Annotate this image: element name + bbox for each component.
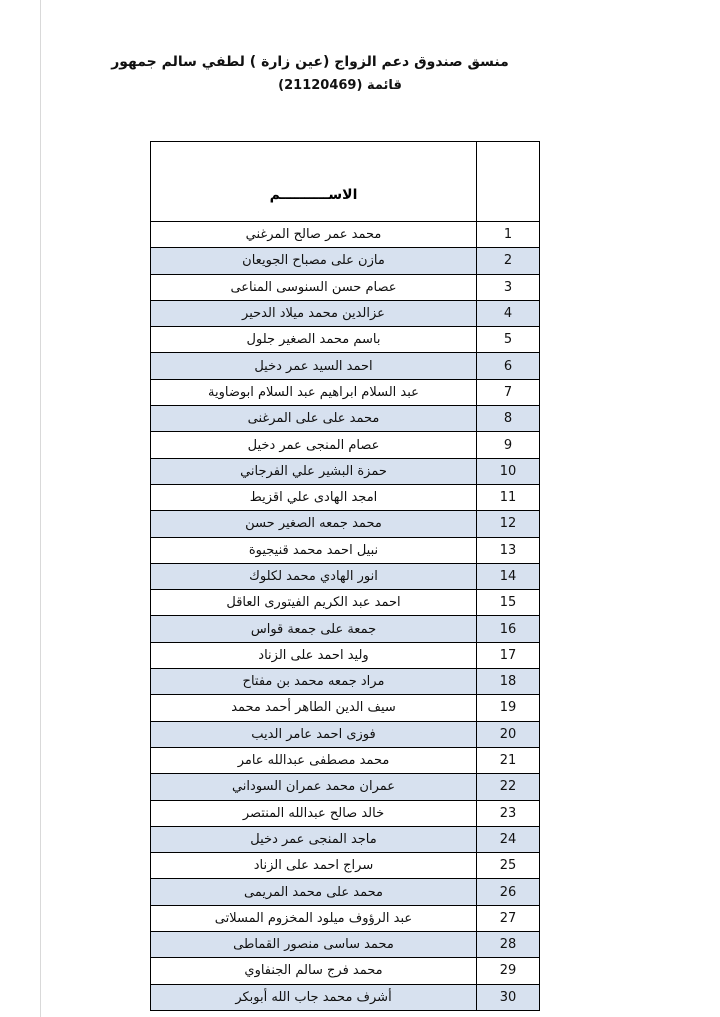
row-number: 29: [477, 958, 540, 984]
person-name: ماجد المنجى عمر دخيل: [151, 826, 477, 852]
row-number: 13: [477, 537, 540, 563]
row-number: 14: [477, 563, 540, 589]
table-row: [151, 984, 540, 1010]
person-name: محمد ساسى منصور القماطى: [151, 932, 477, 958]
header-title: منسق صندوق دعم الزواج (عين زارة ) لطفي سالم جمهور: [111, 54, 509, 70]
row-number: 16: [477, 616, 540, 642]
row-number: 3: [477, 274, 540, 300]
person-name: عزالدين محمد ميلاد الدحير: [151, 300, 477, 326]
person-name: عصام حسن السنوسى المناعى: [151, 274, 477, 300]
table-row: [151, 511, 540, 537]
person-name: احمد السيد عمر دخيل: [151, 353, 477, 379]
person-name: انور الهادي محمد لكلوك: [151, 563, 477, 589]
table-row: [151, 958, 540, 984]
row-number: 1: [477, 222, 540, 248]
person-name: مازن على مصباح الجويعان: [151, 248, 477, 274]
table-row: [151, 642, 540, 668]
row-number: 5: [477, 327, 540, 353]
person-name: محمد جمعه الصغير حسن: [151, 511, 477, 537]
row-number: 9: [477, 432, 540, 458]
page-edge-line: [40, 0, 41, 1017]
table-row: [151, 484, 540, 510]
row-number: 17: [477, 642, 540, 668]
row-number: 11: [477, 484, 540, 510]
table-row: [151, 274, 540, 300]
table-row: [151, 537, 540, 563]
person-name: عمران محمد عمران السوداني: [151, 774, 477, 800]
row-number: 6: [477, 353, 540, 379]
row-number: 30: [477, 984, 540, 1010]
row-number: 28: [477, 932, 540, 958]
table-row: [151, 853, 540, 879]
person-name: نبيل احمد محمد قنيجيوة: [151, 537, 477, 563]
person-name: سيف الدين الطاهر أحمد محمد: [151, 695, 477, 721]
table-row: [151, 800, 540, 826]
table-row: [151, 669, 540, 695]
table-row: [151, 432, 540, 458]
table-body: [151, 222, 540, 1011]
table-row: [151, 458, 540, 484]
person-name: عبد الرؤوف ميلود المخزوم المسلاتى: [151, 905, 477, 931]
person-name: محمد على محمد المريمى: [151, 879, 477, 905]
table-row: [151, 616, 540, 642]
row-number: 18: [477, 669, 540, 695]
row-number: 20: [477, 721, 540, 747]
row-number: 23: [477, 800, 540, 826]
table-row: [151, 695, 540, 721]
document-header: [0, 50, 720, 98]
row-number: 7: [477, 379, 540, 405]
person-name: وليد احمد على الزناد: [151, 642, 477, 668]
row-number: 25: [477, 853, 540, 879]
number-column-header: [477, 142, 540, 222]
person-name: محمد مصطفى عبدالله عامر: [151, 747, 477, 773]
person-name: عبد السلام ابراهيم عبد السلام ابوضاوية: [151, 379, 477, 405]
names-table: [150, 141, 540, 1011]
table-row: [151, 327, 540, 353]
person-name: احمد عبد الكريم الفيتورى العاقل: [151, 590, 477, 616]
person-name: عصام المنجى عمر دخيل: [151, 432, 477, 458]
table-row: [151, 563, 540, 589]
table-row: [151, 826, 540, 852]
row-number: 2: [477, 248, 540, 274]
person-name: أشرف محمد جاب الله أبوبكر: [151, 984, 477, 1010]
table-row: [151, 905, 540, 931]
table-row: [151, 248, 540, 274]
person-name: خالد صالح عبدالله المنتصر: [151, 800, 477, 826]
table-row: [151, 222, 540, 248]
row-number: 19: [477, 695, 540, 721]
person-name: حمزة البشير علي الفرجاني: [151, 458, 477, 484]
table-row: [151, 774, 540, 800]
row-number: 15: [477, 590, 540, 616]
row-number: 22: [477, 774, 540, 800]
row-number: 10: [477, 458, 540, 484]
table-row: [151, 590, 540, 616]
person-name: محمد فرج سالم الجنفاوي: [151, 958, 477, 984]
row-number: 4: [477, 300, 540, 326]
person-name: فوزى احمد عامر الديب: [151, 721, 477, 747]
person-name: امجد الهادى علي اقزيط: [151, 484, 477, 510]
table-row: [151, 747, 540, 773]
name-column-header: الاســــــــــم: [151, 142, 477, 222]
person-name: محمد على على المرغنى: [151, 406, 477, 432]
person-name: سراج احمد على الزناد: [151, 853, 477, 879]
row-number: 27: [477, 905, 540, 931]
row-number: 12: [477, 511, 540, 537]
table-row: [151, 353, 540, 379]
table-header-row: [151, 142, 540, 222]
list-number: قائمة (21120469): [278, 78, 402, 93]
table-row: [151, 379, 540, 405]
person-name: جمعة على جمعة قواس: [151, 616, 477, 642]
person-name: باسم محمد الصغير جلول: [151, 327, 477, 353]
table-row: [151, 300, 540, 326]
person-name: محمد عمر صالح المرغني: [151, 222, 477, 248]
row-number: 8: [477, 406, 540, 432]
table-row: [151, 932, 540, 958]
table-row: [151, 721, 540, 747]
person-name: مراد جمعه محمد بن مفتاح: [151, 669, 477, 695]
row-number: 21: [477, 747, 540, 773]
table-row: [151, 879, 540, 905]
table-row: [151, 406, 540, 432]
row-number: 24: [477, 826, 540, 852]
row-number: 26: [477, 879, 540, 905]
